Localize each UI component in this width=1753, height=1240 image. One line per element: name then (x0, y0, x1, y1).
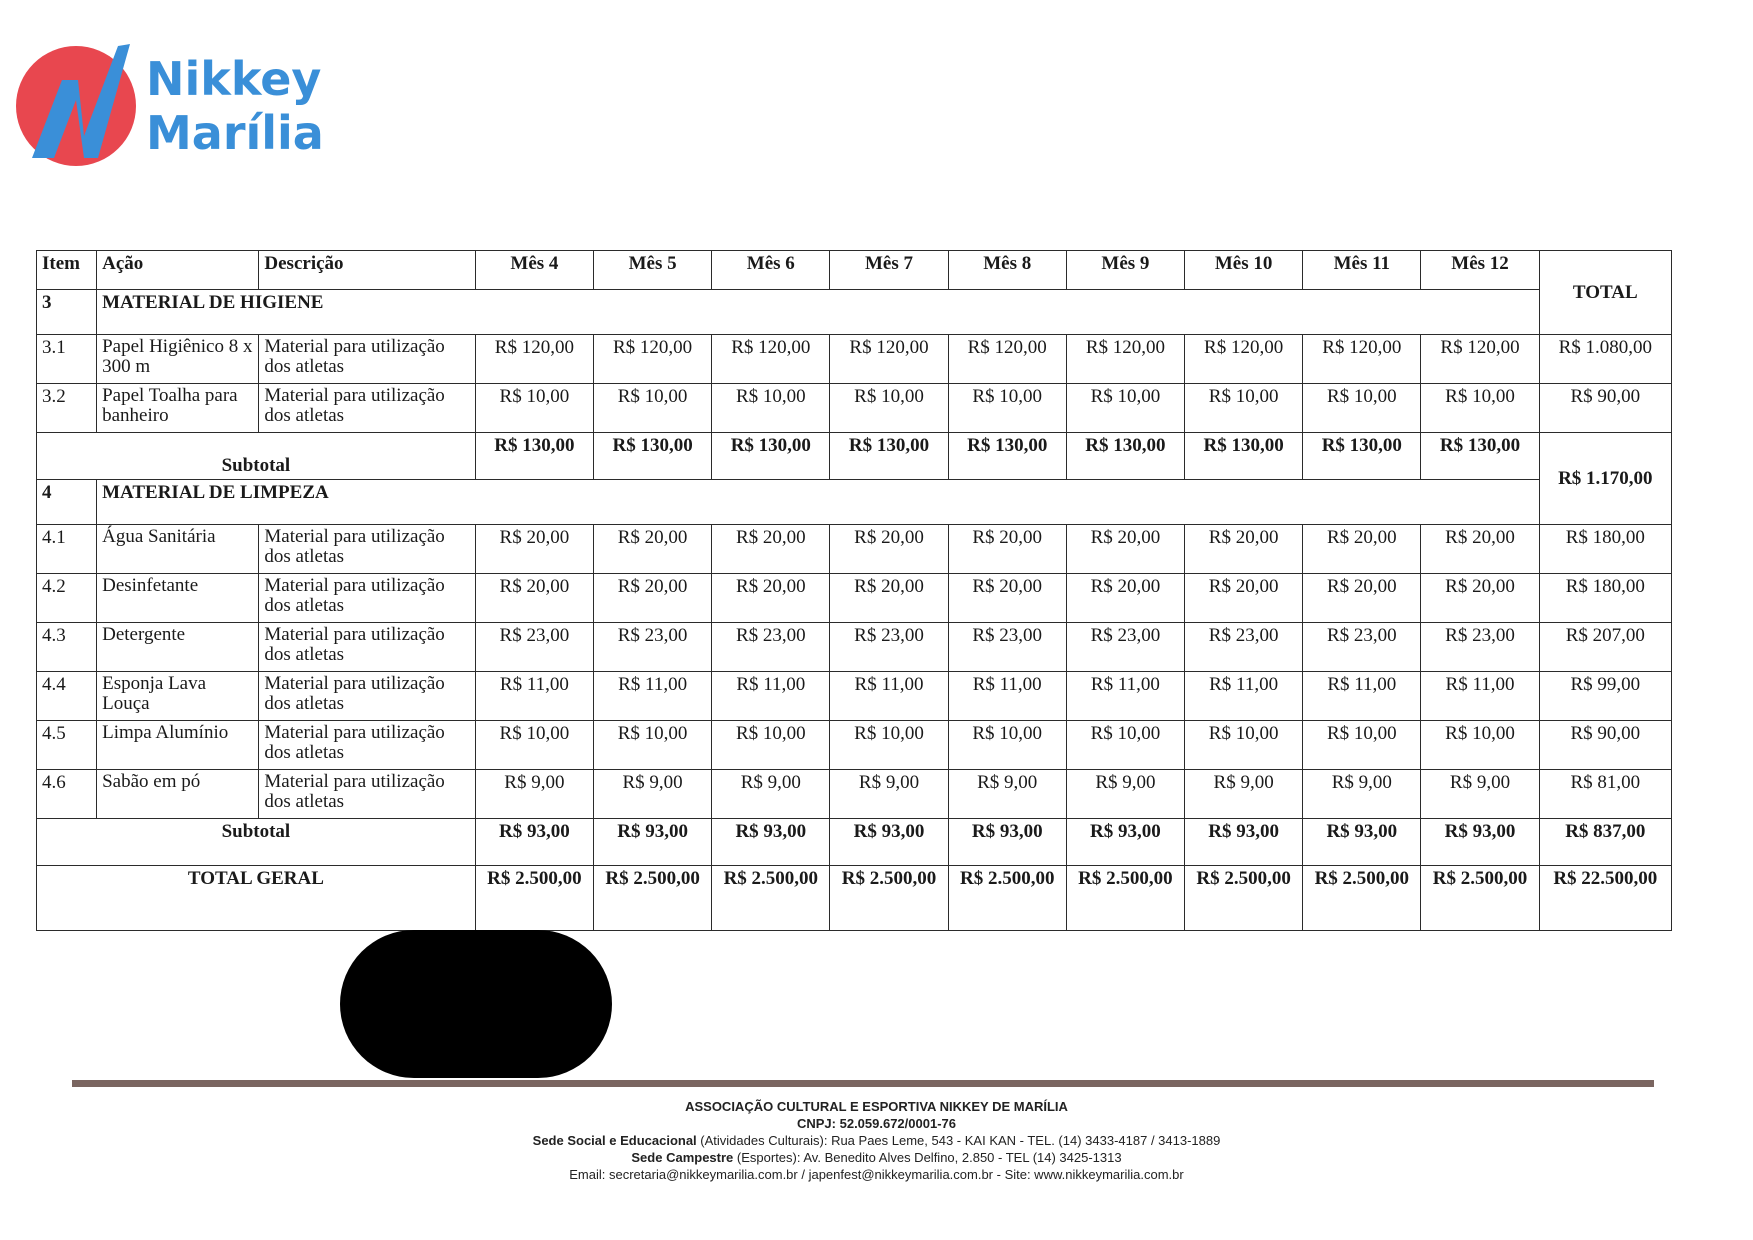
month-value: R$ 10,00 (475, 721, 593, 770)
month-value: R$ 23,00 (1185, 623, 1303, 672)
month-value: R$ 11,00 (1303, 672, 1421, 721)
month-value: R$ 20,00 (1303, 525, 1421, 574)
month-value: R$ 9,00 (475, 770, 593, 819)
brand-line-1: Nikkey (146, 52, 322, 106)
month-value: R$ 20,00 (1303, 574, 1421, 623)
item-acao: Detergente (97, 623, 259, 672)
section-number: 4 (37, 480, 97, 525)
total-geral-value: R$ 2.500,00 (1421, 866, 1539, 931)
footer-contact: Email: secretaria@nikkeymarilia.com.br / japenfest@nikkeymarilia.com.br - Site: www.nikkeymarilia.com.br (569, 1167, 1184, 1182)
month-value: R$ 20,00 (594, 574, 712, 623)
table-row (37, 525, 1672, 574)
header-total: TOTAL (1539, 251, 1671, 335)
footer-sede-social-label: Sede Social e Educacional (532, 1133, 697, 1148)
total-geral-value: R$ 2.500,00 (475, 866, 593, 931)
month-value: R$ 11,00 (830, 672, 948, 721)
item-acao: Água Sanitária (97, 525, 259, 574)
month-value: R$ 11,00 (1066, 672, 1184, 721)
month-value: R$ 10,00 (1303, 384, 1421, 433)
month-value: R$ 120,00 (1185, 335, 1303, 384)
month-value: R$ 9,00 (1303, 770, 1421, 819)
month-value: R$ 20,00 (1066, 574, 1184, 623)
month-value: R$ 120,00 (830, 335, 948, 384)
footer-divider (72, 1080, 1654, 1087)
month-value: R$ 9,00 (830, 770, 948, 819)
month-value: R$ 20,00 (1185, 525, 1303, 574)
item-acao: Papel Toalha para banheiro (97, 384, 259, 433)
section-title: MATERIAL DE HIGIENE (97, 290, 1540, 335)
subtotal-value: R$ 93,00 (830, 819, 948, 866)
item-number: 4.5 (37, 721, 97, 770)
month-value: R$ 120,00 (1066, 335, 1184, 384)
month-value: R$ 120,00 (1303, 335, 1421, 384)
header-month: Mês 10 (1185, 251, 1303, 290)
budget-table (36, 250, 1672, 931)
subtotal-total: R$ 1.170,00 (1539, 433, 1671, 525)
header-month: Mês 9 (1066, 251, 1184, 290)
row-total: R$ 1.080,00 (1539, 335, 1671, 384)
month-value: R$ 23,00 (594, 623, 712, 672)
header-month: Mês 11 (1303, 251, 1421, 290)
month-value: R$ 10,00 (594, 384, 712, 433)
item-acao: Papel Higiênico 8 x 300 m (97, 335, 259, 384)
item-acao: Esponja Lava Louça (97, 672, 259, 721)
total-geral-label: TOTAL GERAL (37, 866, 476, 931)
month-value: R$ 9,00 (1066, 770, 1184, 819)
subtotal-value: R$ 130,00 (830, 433, 948, 480)
subtotal-total: R$ 837,00 (1539, 819, 1671, 866)
table-row (37, 574, 1672, 623)
month-value: R$ 9,00 (594, 770, 712, 819)
footer (0, 1098, 1753, 1183)
month-value: R$ 23,00 (1066, 623, 1184, 672)
subtotal-value: R$ 93,00 (1185, 819, 1303, 866)
month-value: R$ 9,00 (1421, 770, 1539, 819)
footer-cnpj: CNPJ: 52.059.672/0001-76 (796, 1116, 956, 1131)
month-value: R$ 120,00 (712, 335, 830, 384)
item-acao: Desinfetante (97, 574, 259, 623)
month-value: R$ 10,00 (1421, 721, 1539, 770)
footer-sede-campestre-label: Sede Campestre (631, 1150, 734, 1165)
item-descricao: Material para utilização dos atletas (259, 574, 475, 623)
row-total: R$ 90,00 (1539, 721, 1671, 770)
month-value: R$ 120,00 (475, 335, 593, 384)
header-month: Mês 8 (948, 251, 1066, 290)
subtotal-value: R$ 93,00 (948, 819, 1066, 866)
month-value: R$ 10,00 (712, 721, 830, 770)
subtotal-value: R$ 93,00 (1066, 819, 1184, 866)
month-value: R$ 23,00 (1421, 623, 1539, 672)
month-value: R$ 20,00 (475, 525, 593, 574)
row-total: R$ 90,00 (1539, 384, 1671, 433)
month-value: R$ 10,00 (1185, 384, 1303, 433)
header-month: Mês 7 (830, 251, 948, 290)
month-value: R$ 120,00 (594, 335, 712, 384)
nikkey-logo-icon (14, 40, 154, 170)
total-geral-value: R$ 2.500,00 (1185, 866, 1303, 931)
total-geral-value: R$ 2.500,00 (712, 866, 830, 931)
footer-org: ASSOCIAÇÃO CULTURAL E ESPORTIVA NIKKEY DE MARÍLIA (685, 1099, 1068, 1114)
header-month: Mês 5 (594, 251, 712, 290)
item-number: 4.3 (37, 623, 97, 672)
subtotal-row (37, 819, 1672, 866)
subtotal-value: R$ 93,00 (475, 819, 593, 866)
subtotal-value: R$ 93,00 (1303, 819, 1421, 866)
month-value: R$ 11,00 (1421, 672, 1539, 721)
month-value: R$ 9,00 (1185, 770, 1303, 819)
total-geral-value: R$ 2.500,00 (948, 866, 1066, 931)
subtotal-value: R$ 130,00 (1421, 433, 1539, 480)
month-value: R$ 11,00 (1185, 672, 1303, 721)
item-acao: Sabão em pó (97, 770, 259, 819)
month-value: R$ 10,00 (830, 384, 948, 433)
month-value: R$ 120,00 (948, 335, 1066, 384)
subtotal-row (37, 433, 1672, 480)
item-descricao: Material para utilização dos atletas (259, 525, 475, 574)
subtotal-value: R$ 130,00 (594, 433, 712, 480)
item-number: 4.6 (37, 770, 97, 819)
month-value: R$ 20,00 (830, 525, 948, 574)
section-row (37, 290, 1672, 335)
footer-sede-campestre-text: (Esportes): Av. Benedito Alves Delfino, 2.850 - TEL (14) 3425-1313 (736, 1150, 1122, 1165)
row-total: R$ 180,00 (1539, 525, 1671, 574)
footer-sede-social (0, 1132, 1753, 1149)
total-geral-value: R$ 2.500,00 (1066, 866, 1184, 931)
month-value: R$ 9,00 (712, 770, 830, 819)
month-value: R$ 9,00 (948, 770, 1066, 819)
item-descricao: Material para utilização dos atletas (259, 623, 475, 672)
subtotal-value: R$ 93,00 (594, 819, 712, 866)
table-row (37, 672, 1672, 721)
total-geral-total: R$ 22.500,00 (1539, 866, 1671, 931)
month-value: R$ 10,00 (712, 384, 830, 433)
month-value: R$ 10,00 (948, 721, 1066, 770)
month-value: R$ 20,00 (712, 574, 830, 623)
month-value: R$ 10,00 (830, 721, 948, 770)
month-value: R$ 10,00 (1185, 721, 1303, 770)
month-value: R$ 10,00 (948, 384, 1066, 433)
month-value: R$ 10,00 (594, 721, 712, 770)
section-title: MATERIAL DE LIMPEZA (97, 480, 1540, 525)
item-number: 4.2 (37, 574, 97, 623)
subtotal-value: R$ 93,00 (1421, 819, 1539, 866)
table-row (37, 770, 1672, 819)
item-number: 3.2 (37, 384, 97, 433)
header-row (37, 251, 1672, 290)
month-value: R$ 23,00 (1303, 623, 1421, 672)
month-value: R$ 10,00 (1303, 721, 1421, 770)
item-acao: Limpa Alumínio (97, 721, 259, 770)
subtotal-value: R$ 130,00 (1185, 433, 1303, 480)
footer-sede-campestre (0, 1149, 1753, 1166)
item-descricao: Material para utilização dos atletas (259, 384, 475, 433)
month-value: R$ 10,00 (1066, 721, 1184, 770)
table-row (37, 335, 1672, 384)
month-value: R$ 10,00 (475, 384, 593, 433)
section-row (37, 480, 1672, 525)
total-geral-row (37, 866, 1672, 931)
item-number: 4.4 (37, 672, 97, 721)
month-value: R$ 20,00 (475, 574, 593, 623)
header-acao: Ação (97, 251, 259, 290)
table-row (37, 384, 1672, 433)
subtotal-value: R$ 130,00 (712, 433, 830, 480)
row-total: R$ 180,00 (1539, 574, 1671, 623)
subtotal-label: Subtotal (37, 819, 476, 866)
brand-line-2: Marília (146, 106, 324, 160)
item-number: 4.1 (37, 525, 97, 574)
table-row (37, 721, 1672, 770)
month-value: R$ 20,00 (1066, 525, 1184, 574)
month-value: R$ 10,00 (1421, 384, 1539, 433)
subtotal-value: R$ 130,00 (1066, 433, 1184, 480)
row-total: R$ 207,00 (1539, 623, 1671, 672)
item-descricao: Material para utilização dos atletas (259, 335, 475, 384)
subtotal-value: R$ 130,00 (948, 433, 1066, 480)
footer-sede-social-text: (Atividades Culturais): Rua Paes Leme, 543 - KAI KAN - TEL. (14) 3433-4187 / 3413-1889 (700, 1133, 1221, 1148)
month-value: R$ 23,00 (712, 623, 830, 672)
month-value: R$ 11,00 (475, 672, 593, 721)
total-geral-value: R$ 2.500,00 (1303, 866, 1421, 931)
item-descricao: Material para utilização dos atletas (259, 770, 475, 819)
item-number: 3.1 (37, 335, 97, 384)
total-geral-value: R$ 2.500,00 (594, 866, 712, 931)
header-item: Item (37, 251, 97, 290)
month-value: R$ 20,00 (1185, 574, 1303, 623)
month-value: R$ 20,00 (594, 525, 712, 574)
subtotal-label: Subtotal (37, 433, 476, 480)
section-number: 3 (37, 290, 97, 335)
month-value: R$ 120,00 (1421, 335, 1539, 384)
month-value: R$ 20,00 (948, 574, 1066, 623)
month-value: R$ 20,00 (1421, 525, 1539, 574)
item-descricao: Material para utilização dos atletas (259, 721, 475, 770)
header-month: Mês 6 (712, 251, 830, 290)
month-value: R$ 11,00 (712, 672, 830, 721)
month-value: R$ 20,00 (712, 525, 830, 574)
redacted-signature (340, 930, 612, 1078)
item-descricao: Material para utilização dos atletas (259, 672, 475, 721)
month-value: R$ 11,00 (948, 672, 1066, 721)
table-row (37, 623, 1672, 672)
header-descricao: Descrição (259, 251, 475, 290)
month-value: R$ 23,00 (475, 623, 593, 672)
header-month: Mês 4 (475, 251, 593, 290)
month-value: R$ 23,00 (948, 623, 1066, 672)
month-value: R$ 10,00 (1066, 384, 1184, 433)
row-total: R$ 99,00 (1539, 672, 1671, 721)
month-value: R$ 20,00 (1421, 574, 1539, 623)
brand-name (146, 52, 324, 160)
month-value: R$ 20,00 (948, 525, 1066, 574)
subtotal-value: R$ 93,00 (712, 819, 830, 866)
subtotal-value: R$ 130,00 (1303, 433, 1421, 480)
row-total: R$ 81,00 (1539, 770, 1671, 819)
subtotal-value: R$ 130,00 (475, 433, 593, 480)
month-value: R$ 20,00 (830, 574, 948, 623)
month-value: R$ 11,00 (594, 672, 712, 721)
total-geral-value: R$ 2.500,00 (830, 866, 948, 931)
month-value: R$ 23,00 (830, 623, 948, 672)
header-month: Mês 12 (1421, 251, 1539, 290)
